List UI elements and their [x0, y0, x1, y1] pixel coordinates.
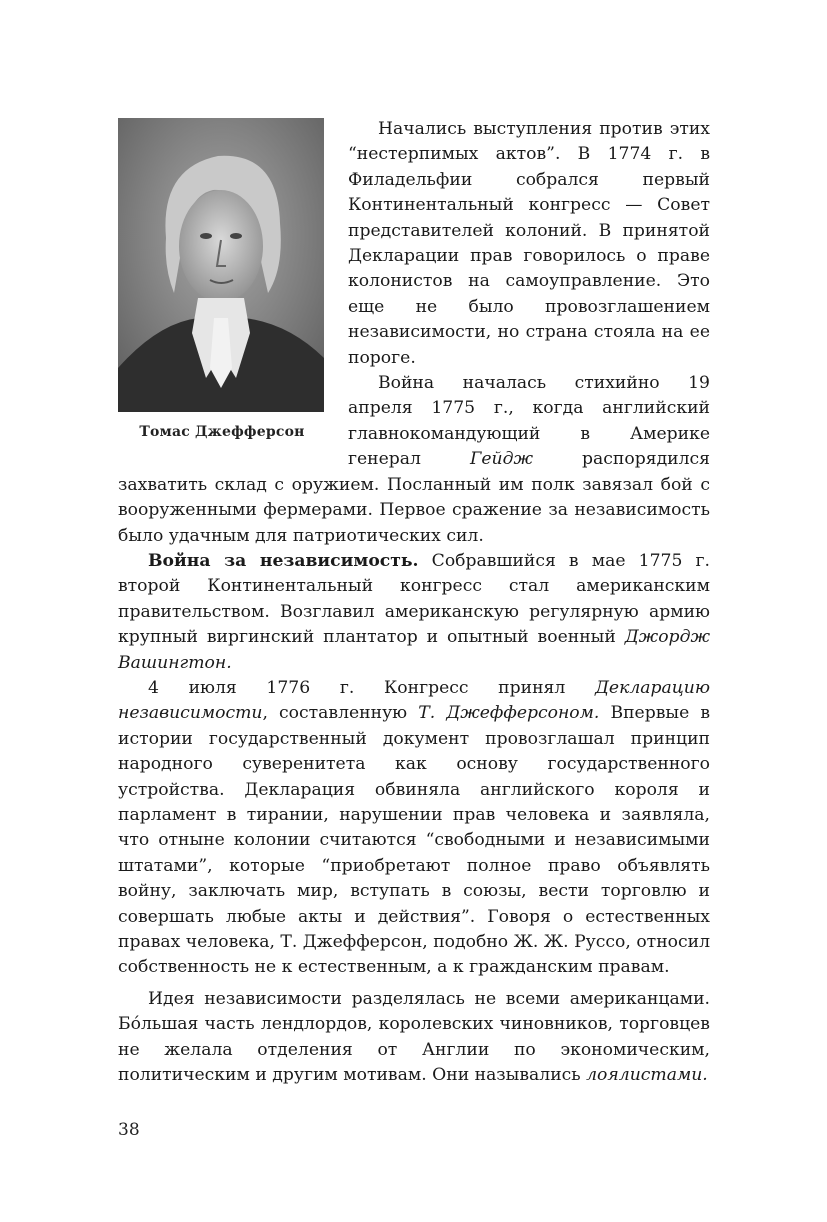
float-spacer — [118, 117, 348, 457]
paragraph-3: Война за независимость. Собравшийся в мае 1775 г. второй Континентальный конгресс стал американским правительством. Возглавил американскую регулярную армию крупный виргинский плантатор и опытный военный Джордж Вашингтон. — [118, 550, 710, 673]
paragraph-2: Война началась стихийно 19 апреля 1775 г., когда английский главнокомандующий в Америке генерал Гейдж распорядился захватить склад с оружием. Посланный им полк завязал бой с вооруженными фермерами. Первое сражение за независимость было удачным для патриотических сил. — [118, 373, 710, 546]
paragraph-4: 4 июля 1776 г. Конгресс принял Декларацию независимости, составленную Т. Джефферсоном. Впервые в истории государственный документ провозглашал принцип народного суверенитета как основу государственного устройства. Декларация обвиняла английского короля и парламент в тирании, нарушении прав человека и заявляла, что отныне колонии считаются “свободными и независимыми штатами”, которые “приобретают полное право объявлять войну, заключать мир, вступать в союзы, вести торговлю и совершать любые акты и действия”. Говоря о естественных правах человека, Т. Джефферсон, подобно Ж. Ж. Руссо, относил собственность не к естественным, а к гражданским правам. — [118, 677, 711, 978]
figure-caption: Томас Джефферсон — [139, 424, 305, 440]
section-heading: Война за независимость. — [148, 550, 419, 571]
page-number: 38 — [118, 1120, 140, 1140]
paragraph-1: Начались выступления против этих “нестерпимых актов”. В 1774 г. в Филадельфии собрался первый Континентальный конгресс — Совет представителей колоний. В принятой Декларации прав говорилось о праве колонистов на самоуправление. Это еще не было провозглашением независимости, но страна стояла на ее пороге. — [348, 119, 710, 368]
paragraph-5: Идея независимости разделялась не всеми американцами. Бо́льшая часть лендлордов, королевских чиновников, торговцев не желала отделения от Англии по экономическим, политическим и другим мотивам. Они назывались лоялистами. — [118, 988, 710, 1086]
body-text — [118, 117, 710, 1088]
